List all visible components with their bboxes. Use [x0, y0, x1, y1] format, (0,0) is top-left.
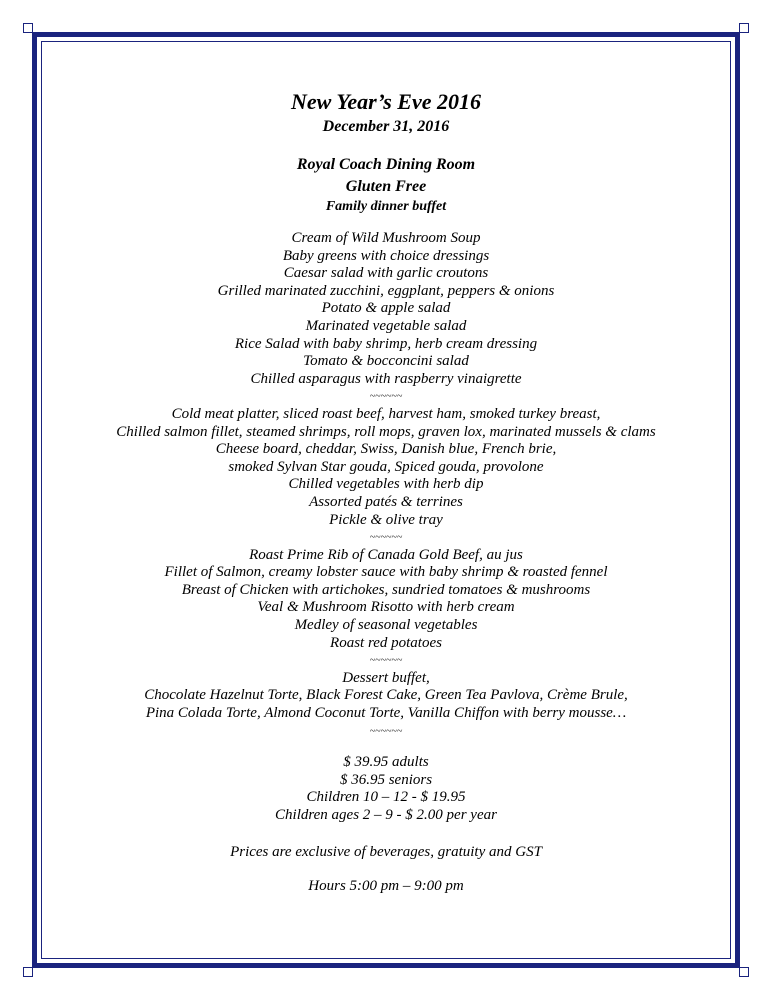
corner-ornament — [739, 23, 749, 33]
menu-item: Rice Salad with baby shrimp, herb cream dressing — [234, 335, 538, 352]
section-separator: ~~~~~~ — [369, 725, 403, 737]
menu-item: Fillet of Salmon, creamy lobster sauce with baby shrimp & roasted fennel — [164, 564, 608, 581]
menu-section-dessert — [60, 670, 712, 723]
menu-item: Chilled salmon fillet, steamed shrimps, roll mops, graven lox, marinated mussels & clams — [116, 423, 656, 440]
menu-item: Baby greens with choice dressings — [282, 247, 490, 264]
menu-item: Pina Colada Torte, Almond Coconut Torte, Vanilla Chiffon with berry mousse… — [145, 705, 627, 722]
menu-item: Pickle & olive tray — [329, 511, 443, 528]
venue-name: Royal Coach Dining Room — [296, 156, 476, 173]
corner-ornament — [23, 23, 33, 33]
menu-list — [60, 230, 712, 740]
section-separator: ~~~~~~ — [369, 391, 403, 403]
corner-ornament — [23, 967, 33, 977]
menu-item: smoked Sylvan Star gouda, Spiced gouda, provolone — [228, 458, 544, 475]
menu-section-mains — [60, 547, 712, 653]
diet-label: Gluten Free — [345, 178, 427, 195]
menu-item: Caesar salad with garlic croutons — [283, 265, 489, 282]
hours-text: Hours 5:00 pm – 9:00 pm — [308, 877, 464, 894]
menu-item: Cream of Wild Mushroom Soup — [291, 230, 481, 246]
menu-item: Dessert buffet, — [342, 669, 430, 686]
price-line: Children 10 – 12 - $ 19.95 — [306, 789, 466, 806]
menu-item: Chocolate Hazelnut Torte, Black Forest Cake, Green Tea Pavlova, Crème Brule, — [144, 687, 628, 704]
section-separator: ~~~~~~ — [369, 532, 403, 544]
price-line: $ 36.95 seniors — [339, 771, 433, 788]
menu-item: Potato & apple salad — [321, 300, 451, 317]
menu-item: Roast Prime Rib of Canada Gold Beef, au jus — [249, 546, 523, 563]
menu-item: Chilled vegetables with herb dip — [288, 476, 484, 493]
section-separator: ~~~~~~ — [369, 655, 403, 667]
price-line: $ 39.95 adults — [343, 754, 429, 771]
venue-block — [60, 154, 712, 216]
menu-item: Roast red potatoes — [330, 634, 442, 651]
menu-subtitle: Family dinner buffet — [325, 199, 447, 214]
menu-section-starters — [60, 230, 712, 388]
menu-item: Grilled marinated zucchini, eggplant, peppers & onions — [217, 282, 555, 299]
event-date: December 31, 2016 — [322, 118, 450, 135]
page-title: New Year’s Eve 2016 — [290, 89, 482, 114]
menu-item: Assorted patés & terrines — [309, 493, 463, 510]
menu-document — [60, 88, 712, 895]
menu-item: Breast of Chicken with artichokes, sundried tomatoes & mushrooms — [181, 581, 591, 598]
price-line: Children ages 2 – 9 - $ 2.00 per year — [275, 807, 497, 823]
price-list — [60, 754, 712, 824]
menu-item: Cheese board, cheddar, Swiss, Danish blue, French brie, — [215, 441, 557, 458]
menu-item: Veal & Mushroom Risotto with herb cream — [257, 599, 515, 616]
menu-item: Tomato & bocconcini salad — [303, 353, 469, 370]
menu-section-cold — [60, 406, 712, 529]
price-note: Prices are exclusive of beverages, gratuity and GST — [230, 843, 542, 860]
menu-item: Medley of seasonal vegetables — [294, 617, 478, 634]
menu-item: Marinated vegetable salad — [305, 317, 467, 334]
menu-item: Chilled asparagus with raspberry vinaigrette — [250, 370, 522, 387]
corner-ornament — [739, 967, 749, 977]
menu-item: Cold meat platter, sliced roast beef, harvest ham, smoked turkey breast, — [171, 405, 601, 422]
